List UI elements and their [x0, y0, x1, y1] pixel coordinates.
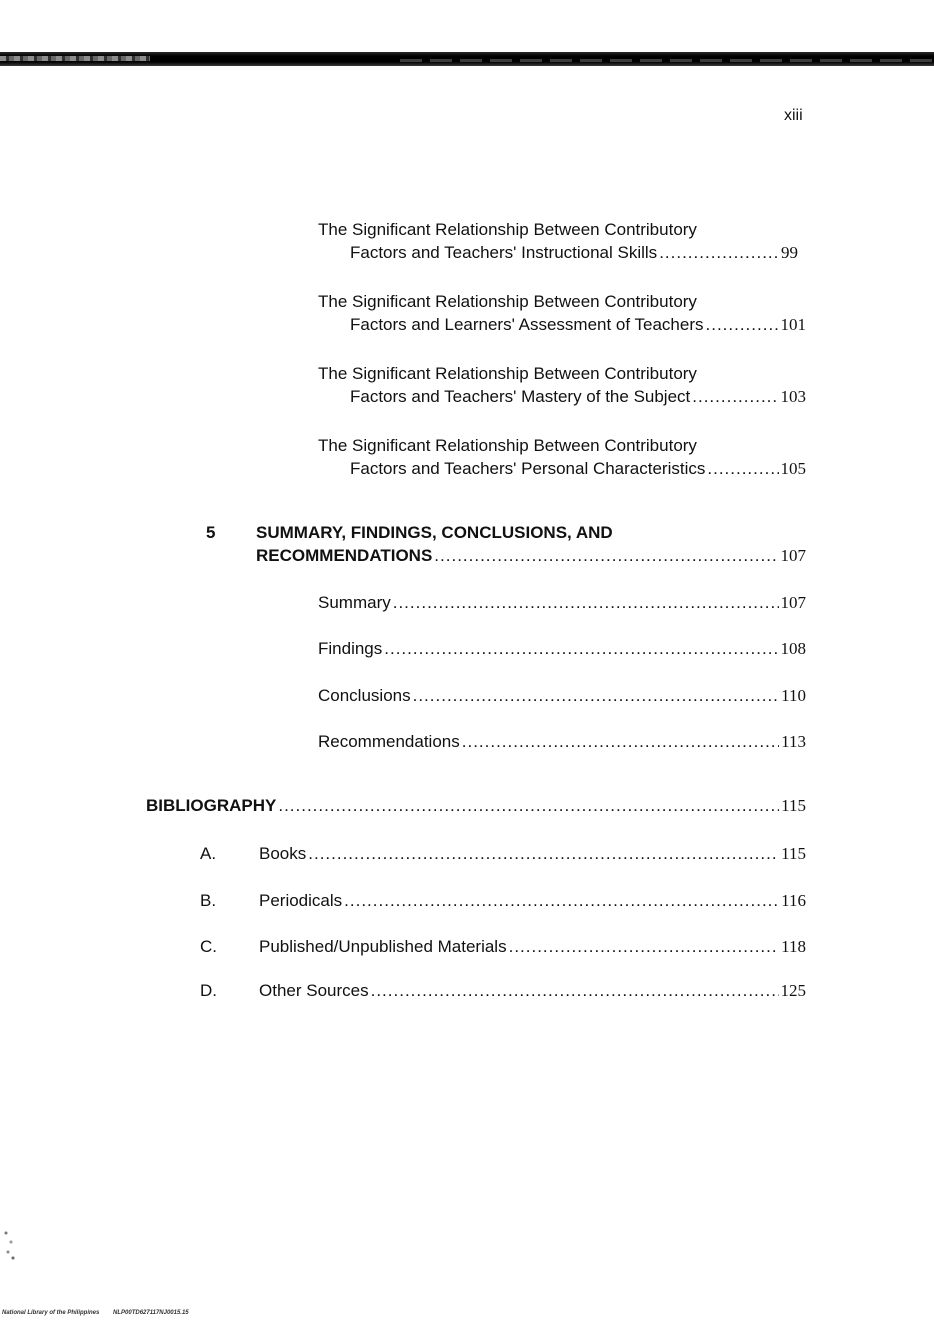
toc-page-number: 101 [780, 315, 806, 334]
bibliography-item-books[interactable] [259, 843, 806, 865]
dot-leader [371, 980, 779, 1002]
bibliography-item-letter: D. [200, 981, 217, 1000]
bibliography-item-label: Books [259, 844, 307, 863]
toc-entry-title: Factors and Teachers' Instructional Skills [350, 243, 658, 262]
dot-leader [393, 592, 779, 614]
bibliography-item-label: Published/Unpublished Materials [259, 937, 507, 956]
toc-entry[interactable] [350, 314, 806, 336]
dot-leader [434, 545, 778, 567]
toc-page-number: 108 [780, 639, 806, 658]
toc-section-summary[interactable] [318, 592, 806, 614]
toc-page-number: 115 [781, 796, 806, 815]
bibliography-item-label: Periodicals [259, 891, 343, 910]
toc-section-findings[interactable] [318, 638, 806, 660]
dot-leader [509, 936, 780, 958]
toc-page-number: 113 [781, 732, 806, 751]
toc-page-number: 107 [780, 593, 806, 612]
dot-leader [413, 685, 780, 707]
scan-artifact [3, 1228, 17, 1262]
bibliography-item-letter: A. [200, 844, 217, 863]
toc-section-recommendations[interactable] [318, 731, 806, 753]
toc-entry-line1: The Significant Relationship Between Contributory [318, 292, 697, 311]
toc-page-number: 125 [780, 981, 806, 1000]
toc-page-number: 116 [781, 891, 806, 910]
toc-section-label: Recommendations [318, 732, 460, 751]
toc-entry-line1: The Significant Relationship Between Contributory [318, 364, 697, 383]
toc-entry-title: Factors and Teachers' Mastery of the Subject [350, 387, 691, 406]
chapter-title: RECOMMENDATIONS [256, 546, 433, 565]
scan-border [0, 52, 934, 66]
toc-page-number: 115 [781, 844, 806, 863]
bibliography-title: BIBLIOGRAPHY [146, 796, 277, 815]
bibliography-item-published[interactable] [259, 936, 806, 958]
toc-page-number: 118 [781, 937, 806, 956]
dot-leader [659, 242, 779, 264]
bibliography-entry[interactable] [146, 795, 806, 817]
dot-leader [308, 843, 779, 865]
bibliography-item-letter: C. [200, 937, 217, 956]
chapter-number: 5 [206, 523, 216, 542]
chapter-title-line1: SUMMARY, FINDINGS, CONCLUSIONS, AND [256, 523, 613, 542]
toc-entry[interactable] [350, 242, 798, 264]
footer-code: NLP00TD627117NJ0015.15 [113, 1310, 189, 1316]
toc-entry-title: Factors and Learners' Assessment of Teachers [350, 315, 704, 334]
dot-leader [344, 890, 779, 912]
toc-entry[interactable] [350, 386, 806, 408]
toc-page-number: 110 [781, 686, 806, 705]
toc-page-number: 105 [780, 459, 806, 478]
bibliography-item-label: Other Sources [259, 981, 369, 1000]
dot-leader [692, 386, 778, 408]
footer-library: National Library of the Philippines [2, 1310, 100, 1316]
dot-leader [278, 795, 779, 817]
toc-section-label: Conclusions [318, 686, 411, 705]
dot-leader [384, 638, 778, 660]
chapter-entry[interactable] [256, 545, 806, 567]
toc-entry-title: Factors and Teachers' Personal Characteristics [350, 459, 706, 478]
toc-entry-line1: The Significant Relationship Between Contributory [318, 220, 697, 239]
toc-page-number: 103 [780, 387, 806, 406]
toc-entry-line1: The Significant Relationship Between Contributory [318, 436, 697, 455]
page-number: xiii [784, 107, 803, 124]
toc-entry[interactable] [350, 458, 806, 480]
bibliography-item-periodicals[interactable] [259, 890, 806, 912]
bibliography-item-other-sources[interactable] [259, 980, 806, 1002]
dot-leader [707, 458, 778, 480]
bibliography-item-letter: B. [200, 891, 217, 910]
toc-page-number: 107 [780, 546, 806, 565]
toc-section-label: Findings [318, 639, 383, 658]
toc-section-label: Summary [318, 593, 391, 612]
dot-leader [462, 731, 779, 753]
toc-section-conclusions[interactable] [318, 685, 806, 707]
toc-page-number: 99 [781, 243, 798, 262]
footer [2, 1310, 189, 1316]
dot-leader [706, 314, 779, 336]
